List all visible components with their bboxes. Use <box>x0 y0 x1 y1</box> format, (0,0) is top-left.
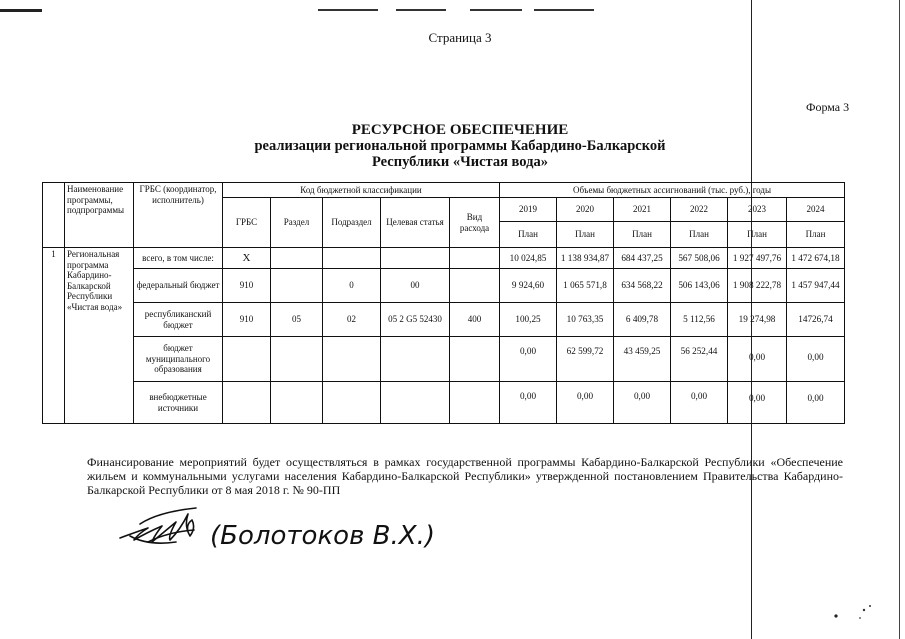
header-plan: План <box>557 222 614 248</box>
cell-value: 9 924,60 <box>500 269 557 303</box>
cell-value: 506 143,06 <box>671 269 728 303</box>
cell-razdel <box>271 382 323 424</box>
cell-value: 10 763,35 <box>557 303 614 337</box>
signature-name: (Болотоков В.Х.) <box>210 521 435 551</box>
cell-value: 0,00 <box>728 382 787 424</box>
header-year: 2019 <box>500 198 557 222</box>
cell-value: 43 459,25 <box>614 337 671 382</box>
header-plan: План <box>671 222 728 248</box>
funding-source: всего, в том числе: <box>134 248 223 269</box>
scan-specks <box>820 600 880 625</box>
cell-razdel <box>271 337 323 382</box>
cell-vid: 400 <box>450 303 500 337</box>
cell-podrazdel <box>323 248 381 269</box>
cell-target <box>381 248 450 269</box>
table-row <box>43 382 845 424</box>
cell-vid <box>450 248 500 269</box>
header-target: Целевая статья <box>381 198 450 248</box>
table-row <box>43 269 845 303</box>
title-line-2: реализации региональной программы Кабардино-Балкарской <box>254 138 666 154</box>
cell-podrazdel: 02 <box>323 303 381 337</box>
cell-value: 1 457 947,44 <box>787 269 845 303</box>
row-number: 1 <box>43 248 65 424</box>
cell-value: 62 599,72 <box>557 337 614 382</box>
funding-source: внебюджетные источники <box>134 382 223 424</box>
header-plan: План <box>500 222 557 248</box>
cell-podrazdel <box>323 337 381 382</box>
header-year: 2022 <box>671 198 728 222</box>
cell-podrazdel: 0 <box>323 269 381 303</box>
cell-value: 14726,74 <box>787 303 845 337</box>
cell-target <box>381 337 450 382</box>
cell-value: 634 568,22 <box>614 269 671 303</box>
cell-value: 1 908 222,78 <box>728 269 787 303</box>
cell-value: 6 409,78 <box>614 303 671 337</box>
header-year: 2021 <box>614 198 671 222</box>
form-label: Форма 3 <box>806 100 850 114</box>
header-name: Наименование программы, подпрограммы <box>65 183 134 248</box>
cell-value: 1 138 934,87 <box>557 248 614 269</box>
cell-grbs <box>223 337 271 382</box>
header-year: 2020 <box>557 198 614 222</box>
program-name: Региональная программа Кабардино-Балкарской Республики «Чистая вода» <box>65 248 134 424</box>
handwritten-signature <box>118 502 458 568</box>
header-year: 2023 <box>728 198 787 222</box>
cell-value: 567 508,06 <box>671 248 728 269</box>
cell-value: 19 274,98 <box>728 303 787 337</box>
header-grbs-coord: ГРБС (координатор, исполнитель) <box>134 183 223 248</box>
cell-value: 0,00 <box>557 382 614 424</box>
cell-value: 0,00 <box>500 382 557 424</box>
scan-edge-line <box>899 0 900 639</box>
header-plan: План <box>787 222 845 248</box>
cell-grbs <box>223 382 271 424</box>
cell-value: 1 472 674,18 <box>787 248 845 269</box>
cell-vid <box>450 382 500 424</box>
cell-vid <box>450 337 500 382</box>
cell-value: 1 065 571,8 <box>557 269 614 303</box>
cell-value: 1 927 497,76 <box>728 248 787 269</box>
cell-value: 0,00 <box>671 382 728 424</box>
cell-value: 56 252,44 <box>671 337 728 382</box>
table-row <box>43 303 845 337</box>
cell-razdel: 05 <box>271 303 323 337</box>
title-line-1: РЕСУРСНОЕ ОБЕСПЕЧЕНИЕ <box>351 122 569 138</box>
funding-source: республиканский бюджет <box>134 303 223 337</box>
header-volumes: Объемы бюджетных ассигнований (тыс. руб.), годы <box>500 183 845 198</box>
table-row <box>43 248 845 269</box>
cell-value: 0,00 <box>787 337 845 382</box>
header-vid: Вид расхода <box>450 198 500 248</box>
header-num <box>43 183 65 248</box>
cell-razdel <box>271 269 323 303</box>
cell-razdel <box>271 248 323 269</box>
cell-grbs: 910 <box>223 303 271 337</box>
cell-value: 0,00 <box>500 337 557 382</box>
cell-podrazdel <box>323 382 381 424</box>
page-number: Страница 3 <box>428 30 492 45</box>
cell-target <box>381 382 450 424</box>
cell-value: 0,00 <box>728 337 787 382</box>
cell-value: 684 437,25 <box>614 248 671 269</box>
resource-table <box>42 182 845 424</box>
cell-value: 5 112,56 <box>671 303 728 337</box>
cell-vid <box>450 269 500 303</box>
funding-source: бюджет муниципального образования <box>134 337 223 382</box>
header-plan: План <box>614 222 671 248</box>
document-title <box>0 122 905 170</box>
cell-value: 0,00 <box>787 382 845 424</box>
header-year: 2024 <box>787 198 845 222</box>
cell-grbs: X <box>223 248 271 269</box>
cell-target: 05 2 G5 52430 <box>381 303 450 337</box>
financing-note: Финансирование мероприятий будет осуществляться в рамках государственной программы Кабардино-Балкарской Республики «Обеспечение жильем и коммунальными услугами населения Кабардино-Балкарской Республики» утвержденной постановлением Правительства Кабардино-Балкарской Республики от 8 мая 2018 г. № 90-ПП <box>87 455 843 497</box>
header-grbs: ГРБС <box>223 198 271 248</box>
header-podrazdel: Подраздел <box>323 198 381 248</box>
scan-top-marks <box>0 0 905 4</box>
header-plan: План <box>728 222 787 248</box>
header-budget-code: Код бюджетной классификации <box>223 183 500 198</box>
table-row <box>43 337 845 382</box>
funding-source: федеральный бюджет <box>134 269 223 303</box>
cell-value: 0,00 <box>614 382 671 424</box>
cell-value: 100,25 <box>500 303 557 337</box>
title-line-3: Республики «Чистая вода» <box>372 154 548 170</box>
cell-value: 10 024,85 <box>500 248 557 269</box>
cell-target: 00 <box>381 269 450 303</box>
header-razdel: Раздел <box>271 198 323 248</box>
cell-grbs: 910 <box>223 269 271 303</box>
